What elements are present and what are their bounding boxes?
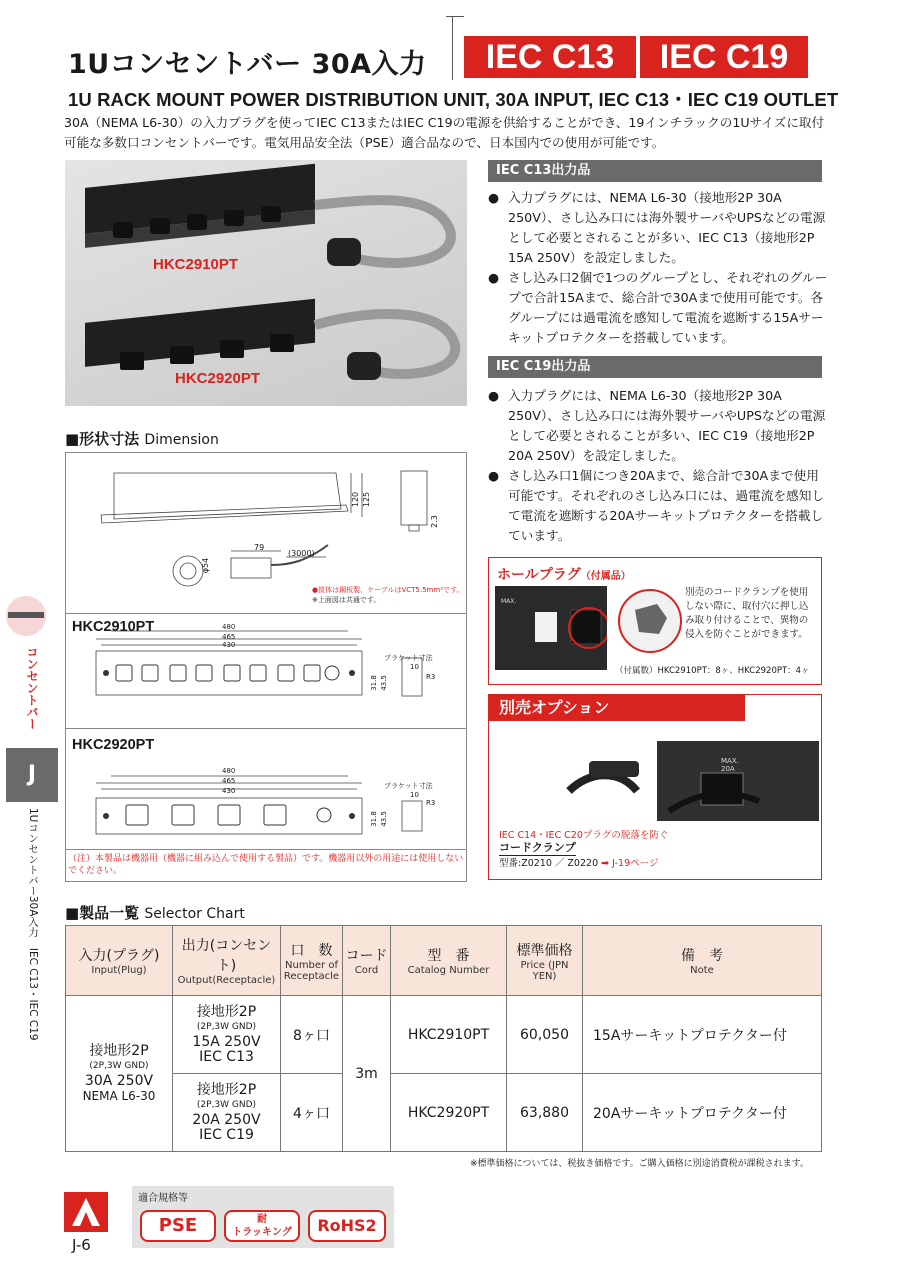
section-header-c13: IEC C13出力品 bbox=[488, 160, 822, 182]
badge-iec-c19: IEC C19 bbox=[640, 36, 808, 78]
selector-heading-jp: ■製品一覧 bbox=[65, 904, 140, 922]
page-title: 1Uコンセントバー 30A入力 bbox=[68, 49, 427, 80]
c19-bullet-1: ● 入力プラグには、NEMA L6-30（接地形2P 30A 250V）、さし込み口には海外製サーバやUPSなどの電源として必要とされることが多い、IEC C19（接地形2P 20A 250V）を設定しました。 bbox=[488, 386, 828, 466]
hole-plug-quantity: （付属数）HKC2910PT：8ヶ、HKC2920PT：4ヶ bbox=[615, 666, 810, 676]
title-rule bbox=[452, 16, 453, 80]
option-model: 型番:Z0210 ／ Z0220 bbox=[499, 858, 599, 869]
photo-label-hkc2910pt: HKC2910PT bbox=[153, 256, 239, 273]
selector-heading bbox=[65, 902, 245, 923]
th-cord-en: Cord bbox=[354, 965, 379, 976]
th-price-jp: 標準価格 bbox=[516, 942, 573, 959]
anti-tracking-mark-line-1: 耐 bbox=[257, 1214, 267, 1225]
dim-2-3: 2.3 bbox=[429, 515, 439, 528]
divider bbox=[66, 613, 466, 614]
option-page-link[interactable]: J-19ページ bbox=[612, 858, 659, 869]
bracket-label: ブラケット寸法 bbox=[384, 654, 433, 662]
th-cord bbox=[343, 926, 391, 996]
cell-output bbox=[173, 1074, 281, 1152]
dim-430: 430 bbox=[222, 641, 236, 649]
dimension-drawing-box bbox=[65, 452, 467, 882]
power-strip-icon bbox=[6, 596, 46, 636]
dimension-drawings bbox=[66, 453, 466, 883]
table-row bbox=[66, 1074, 822, 1152]
cell-note: 15Aサーキットプロテクター付 bbox=[583, 996, 822, 1074]
option-name: コードクランプ bbox=[499, 841, 576, 854]
dimension-model-hkc2920pt: HKC2920PT bbox=[72, 737, 155, 753]
price-footnote: ※標準価格については、税抜き価格です。ご購入価格に別途消費税が課税されます。 bbox=[470, 1159, 809, 1169]
output-grounding: (2P,3W GND) bbox=[196, 1021, 257, 1032]
page-subtitle: 1U RACK MOUNT POWER DISTRIBUTION UNIT, 30A INPUT, IEC C13・IEC C19 OUTLET bbox=[68, 89, 839, 110]
th-note-en: Note bbox=[690, 965, 714, 976]
th-note-jp: 備 考 bbox=[681, 948, 723, 964]
dim-430: 430 bbox=[222, 787, 236, 795]
dimension-model-hkc2910pt: HKC2910PT bbox=[72, 619, 155, 635]
input-plug-standard: NEMA L6-30 bbox=[82, 1088, 156, 1103]
input-type: 接地形2P bbox=[89, 1042, 149, 1059]
th-receptacles-jp: 口 数 bbox=[290, 942, 333, 959]
option-caption: IEC C14・IEC C20プラグの脱落を防ぐ bbox=[499, 830, 669, 841]
divider bbox=[66, 849, 466, 850]
dim-r3: R3 bbox=[426, 799, 436, 807]
c13-bullet-2: ● さし込み口2個で1つのグループとし、それぞれのグループで合計15Aまで、総合計で30Aまで使用可能です。各グループには過電流を感知して電流を遮断する15Aサーキットプロテクターを搭載しています。 bbox=[488, 268, 828, 348]
cell-catalog-number: HKC2920PT bbox=[391, 1074, 507, 1152]
th-receptacles bbox=[281, 926, 343, 996]
hole-plug-box bbox=[488, 557, 822, 685]
output-standard: IEC C19 bbox=[199, 1126, 254, 1143]
cell-catalog-number: HKC2910PT bbox=[391, 996, 507, 1074]
output-rating: 15A 250V bbox=[192, 1033, 261, 1050]
cell-price: 60,050 bbox=[507, 996, 583, 1074]
output-standard: IEC C13 bbox=[199, 1048, 254, 1065]
cell-receptacles: 8ヶ口 bbox=[281, 996, 343, 1074]
hole-plug-max-tag: MAX. bbox=[501, 598, 517, 605]
dim-10: 10 bbox=[410, 663, 419, 671]
th-catalog-en: Catalog Number bbox=[407, 965, 490, 976]
output-type: 接地形2P bbox=[196, 1003, 257, 1020]
hole-plug-description: 別売のコードクランプを使用しない際に、取付穴に押し込み取り付けることで、異物の侵入を防ぐことができます。 bbox=[685, 587, 809, 640]
anti-tracking-mark-line-2: トラッキング bbox=[232, 1227, 292, 1238]
hole-plug-title-main: ホールプラグ bbox=[497, 567, 581, 583]
th-input bbox=[66, 926, 173, 996]
th-price bbox=[507, 926, 583, 996]
hole-plug-title bbox=[497, 564, 631, 584]
cell-price: 63,880 bbox=[507, 1074, 583, 1152]
pse-mark: PSE bbox=[140, 1210, 216, 1242]
cord-clamp-illustration bbox=[529, 731, 819, 821]
dimension-heading-en: Dimension bbox=[144, 432, 219, 448]
standards-label: 適合規格等 bbox=[138, 1193, 188, 1204]
dimension-heading bbox=[65, 428, 219, 449]
selector-table bbox=[65, 925, 822, 1152]
photo-label-hkc2920pt: HKC2920PT bbox=[175, 370, 261, 387]
input-grounding: (2P,3W GND) bbox=[89, 1060, 149, 1071]
dim-43-5: 43.5 bbox=[379, 811, 388, 827]
dim-480: 480 bbox=[222, 623, 236, 631]
badge-iec-c13: IEC C13 bbox=[464, 36, 636, 78]
caution-note: （注）本製品は機器用（機器に組み込んで使用する製品）です。機器用以外の用途には使用しないでください。 bbox=[68, 854, 464, 876]
anti-tracking-mark bbox=[224, 1210, 300, 1242]
dim-phi54: φ54 bbox=[201, 557, 211, 574]
page-number: J-6 bbox=[72, 1236, 91, 1254]
output-grounding: (2P,3W GND) bbox=[196, 1099, 257, 1110]
dimension-note-material: ●筐体は鋼板製、ケーブルはVCT5.5mm²です。 bbox=[312, 586, 464, 594]
dim-480: 480 bbox=[222, 767, 236, 775]
th-note bbox=[583, 926, 822, 996]
dim-125: 125 bbox=[362, 491, 372, 508]
option-box bbox=[488, 694, 822, 880]
th-output-en: Output(Receptacle) bbox=[177, 975, 276, 986]
cell-receptacles: 4ヶ口 bbox=[281, 1074, 343, 1152]
dimension-heading-jp: ■形状寸法 bbox=[65, 430, 140, 448]
hole-plug-title-sub: （付属品） bbox=[580, 571, 631, 582]
table-header-row bbox=[66, 926, 822, 996]
option-max-value: 20A bbox=[721, 765, 735, 773]
c19-bullets bbox=[488, 386, 828, 546]
c19-bullet-2: ● さし込み口1個につき20Aまで、総合計で30Aまで使用可能です。それぞれのさし込み口には、過電流を感知して電流を遮断する20Aサーキットプロテクターを搭載しています。 bbox=[488, 466, 828, 546]
dim-r3: R3 bbox=[426, 673, 436, 681]
dim-31-8: 31.8 bbox=[369, 675, 378, 691]
arrow-right-icon: ➡ bbox=[601, 858, 610, 869]
title-rule-tick bbox=[446, 16, 464, 17]
product-photo bbox=[65, 160, 467, 406]
option-title: 別売オプション bbox=[489, 695, 745, 721]
brand-logo bbox=[64, 1192, 108, 1232]
input-rating: 30A 250V bbox=[84, 1072, 154, 1089]
cell-cord: 3m bbox=[343, 996, 391, 1152]
output-rating: 20A 250V bbox=[192, 1111, 261, 1128]
option-max-label: MAX. bbox=[721, 757, 739, 765]
option-model-ref bbox=[499, 855, 658, 869]
th-receptacles-en: Number of Receptacle bbox=[283, 959, 340, 982]
table-row bbox=[66, 996, 822, 1074]
sidebar-category: コンセントバー bbox=[25, 646, 39, 730]
c13-bullet-1: ● 入力プラグには、NEMA L6-30（接地形2P 30A 250V）、さし込み口には海外製サーバやUPSなどの電源として必要とされることが多い、IEC C13（接地形2P 15A 250V）を設定しました。 bbox=[488, 188, 828, 268]
sidebar-chapter-letter: J bbox=[6, 748, 58, 802]
dimension-note-common: ※上面図は共通です。 bbox=[312, 596, 381, 604]
hole-plug-icon bbox=[617, 588, 683, 654]
cell-input bbox=[66, 996, 173, 1152]
c13-bullets bbox=[488, 188, 828, 348]
output-type: 接地形2P bbox=[196, 1081, 257, 1098]
dim-79: 79 bbox=[254, 543, 265, 552]
dim-465: 465 bbox=[222, 777, 236, 785]
dim-465: 465 bbox=[222, 633, 236, 641]
th-output-jp: 出力(コンセント) bbox=[181, 938, 272, 974]
th-output bbox=[173, 926, 281, 996]
th-catalog-jp: 型 番 bbox=[427, 948, 470, 964]
divider bbox=[66, 728, 466, 729]
th-cord-jp: コード bbox=[345, 948, 388, 964]
dim-31-8: 31.8 bbox=[369, 811, 378, 827]
th-price-en: Price (JPN YEN) bbox=[520, 959, 569, 982]
dim-3000: (3000) bbox=[288, 549, 315, 558]
bracket-label: ブラケット寸法 bbox=[384, 782, 433, 790]
section-header-c19: IEC C19出力品 bbox=[488, 356, 822, 378]
th-catalog-number bbox=[391, 926, 507, 996]
cell-output bbox=[173, 996, 281, 1074]
intro-text: 30A（NEMA L6-30）の入力プラグを使ってIEC C13またはIEC C19の電源を供給することができ、19インチラックの1Uサイズに取付可能な多数口コンセントバーです。電気用品安全法（PSE）適合品なので、日本国内での使用が可能です。 bbox=[64, 115, 825, 150]
standards-panel bbox=[132, 1186, 394, 1248]
rohs2-mark: RoHS2 bbox=[308, 1210, 386, 1242]
th-input-jp: 入力(プラグ) bbox=[78, 948, 160, 964]
th-input-en: Input(Plug) bbox=[91, 965, 147, 976]
sidebar-product-name: 1Uコンセントバー30A入力 IEC C13・IEC C19 bbox=[27, 808, 39, 1041]
dim-120: 120 bbox=[351, 491, 361, 508]
dim-43-5: 43.5 bbox=[379, 675, 388, 691]
product-photo-illustration bbox=[65, 160, 467, 406]
cell-note: 20Aサーキットプロテクター付 bbox=[583, 1074, 822, 1152]
selector-heading-en: Selector Chart bbox=[144, 906, 245, 922]
dim-10: 10 bbox=[410, 791, 419, 799]
